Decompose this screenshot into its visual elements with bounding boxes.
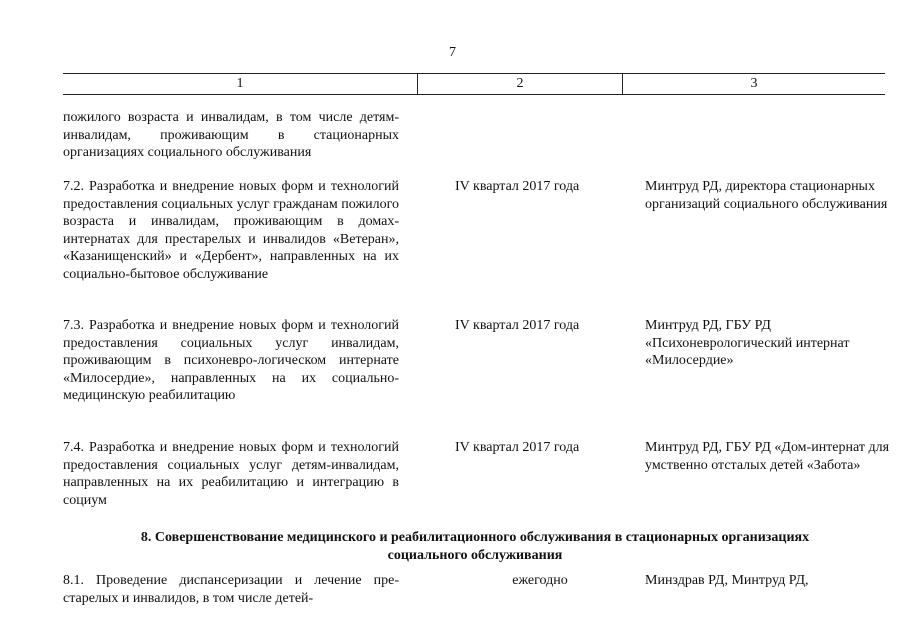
row-7-4-term: IV квартал 2017 года — [455, 440, 580, 455]
row-7-2-resp: Минтруд РД, директора стационарных организаций социального обслуживания — [645, 179, 888, 212]
header-col-1: 1 — [236, 76, 244, 91]
row-8-1-desc: 8.1. Проведение диспансеризации и лечение пре-старелых и инвалидов, в том числе детей- — [63, 573, 399, 606]
row-continuation-desc: пожилого возраста и инвалидам, в том числе детям-инвалидам, проживающим в стационарных организациях социального обслуживания — [63, 110, 399, 160]
row-7-3-resp: Минтруд РД, ГБУ РД «Психоневрологический интернат «Милосердие» — [645, 318, 850, 368]
row-7-2-term: IV квартал 2017 года — [455, 179, 580, 194]
row-7-2-desc: 7.2. Разработка и внедрение новых форм и технологий предоставления социальных услуг гражданам пожилого возраста и инвалидам, проживающим в домах-интернатах для престарелых и инвалидов «Ветеран», «Казанищенский» и «Дербент», направленных на их социально-бытовое обслуживание — [63, 179, 399, 282]
row-8-1-term: ежегодно — [512, 573, 568, 588]
row-8-1-resp: Минздрав РД, Минтруд РД, — [645, 573, 809, 588]
table-header — [63, 73, 885, 95]
row-7-4-desc: 7.4. Разработка и внедрение новых форм и технологий предоставления социальных услуг детям-инвалидам, направленных на их реабилитацию и интеграцию в социум — [63, 440, 399, 508]
header-col-3: 3 — [750, 76, 758, 91]
row-7-4-resp: Минтруд РД, ГБУ РД «Дом-интернат для умственно отсталых детей «Забота» — [645, 440, 890, 473]
page-number: 7 — [449, 45, 456, 60]
row-7-3-desc: 7.3. Разработка и внедрение новых форм и технологий предоставления социальных услуг инвалидам, проживающим в психоневро-логическом интернате «Милосердие», направленных на их социально-медицинскую реабилитацию — [63, 318, 399, 403]
section-8-heading: 8. Совершенствование медицинского и реабилитационного обслуживания в стационарных организациях социального обслуживания — [140, 530, 810, 563]
row-7-3-term: IV квартал 2017 года — [455, 318, 580, 333]
header-col-2: 2 — [417, 74, 623, 94]
